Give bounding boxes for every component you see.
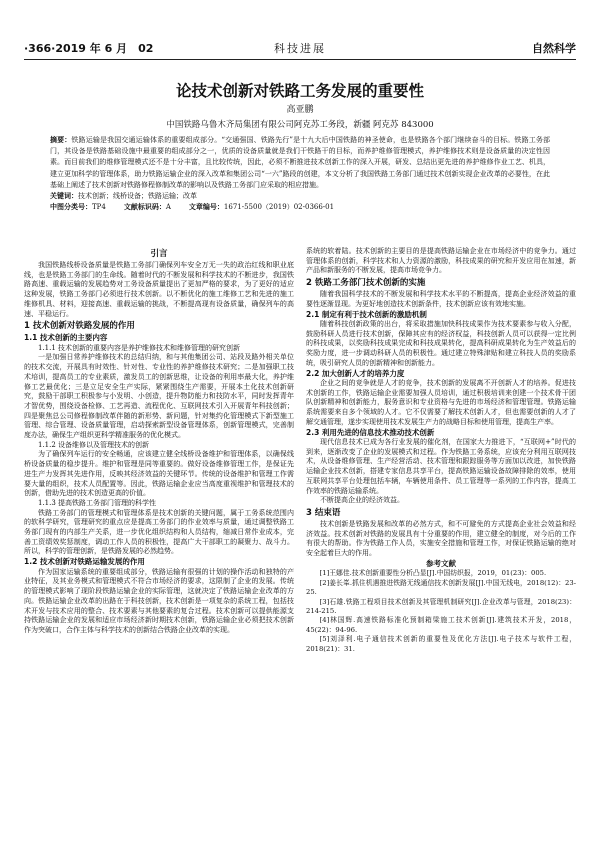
article-id [189,202,334,213]
document-code [124,202,171,213]
section-1-1-3-heading: 1.1.3 提高铁路工务部门管理的科学性 [38,498,157,507]
article-meta [50,202,550,213]
author: 高亚鹏 [286,105,314,115]
right-column [306,247,576,837]
section-1-1-1-paragraph: 一是加强日常养护维修技术的总结归纳，和与其他集团公司、站段及路外相关单位的技术交流，开展具有时效性、针对性、专业性的养护维修技术研究；二是加强职工技术培训，提高员工的专业素质，激发员工的创新思维，让设备的利用率最大化，养护维修工艺最优化；三是立足安全生产实际，紧紧围绕生产需要，开展本土化技术创新研究，鼓励干部职工积极参与小发明、小创造，提升物防能力和技防水平，同时发挥青年才智优势，围绕设备检修、工艺再造、流程优化、互联网技术引入开展青年科技创新；四是聚焦总公司修程修制改革伴随的新形势、新问题，针对集约化管理模式下新型施工管理、综合管理、设备质量管理，启动探索新型设备管理体系，创新管理模式，完善制度办法，确保生产组织更科学精准服务的优化模式。 [24,353,294,440]
section-1-1-heading: 1.1 技术创新的主要内容 [24,333,108,343]
keywords [50,191,550,202]
reference-item: [4]林国辉.高速铁路标准化预制箱梁施工技术创新[J].建筑技术开发，2018，45(22)：94-96. [306,616,576,634]
keywords-label: 关键词： [50,192,78,201]
section-2-2-paragraph: 企业之间的竞争就是人才的竞争，技术创新的发展离不开创新人才的培养。促进技术创新的工作，铁路运输企业需要加强人员培训，通过积极培训来创建一个技术骨干团队创新精神和创新能力，服务意识和专业资格与先进的市场经济和管理管理。铁路运输系统需要来自多个领域的人才。它不仅需要了解技术创新人才，但也需要创新的人才了解交通管理，遂步实现使用技术发展生产力的战略目标和使用管理，提高生产率。 [306,379,576,426]
reference-item: [1]王娜佳.技术创新重要性分析凸显[J].中国纺织报，2019，01(23)：005. [319,569,547,578]
intro-paragraph: 我国铁路线桥设备质量是铁路工务部门确保列车安全万无一失的政治红线和职业底线，也是铁路工务部门的生命线。随着时代的不断发展和科学技术的不断进步，我国铁路高速、重载运输的发展趋势对工务设备质量提出了更加严格的要求，为了更好的适应这种发展，铁路工务部门必须进行技术创新。以不断优化的施工维修工艺和先进的施工维修机具、材料，迎接高速、重载运输的挑战，不断提高现有设备质量，确保列车的高速、平稳运行。 [24,261,294,318]
abstract [50,135,550,191]
body-columns [24,247,576,837]
clc-label: 中图分类号： [50,203,92,212]
section-1-1-3-paragraph: 铁路工务部门的管理模式和管理体系是技术创新的关键问题，属于工务系统范围内的软科学研究，管理研究的重点应是提高工务部门的作业效率与质量，通过调整铁路工务部门现有的内部生产关系，进一步优化组织结构和人员结构，缩减日常作业成本，完善工资绩效奖惩制度，调动工作人员的积极性，提高广大干部职工的凝聚力、战斗力。所以，科学的管理创新，是铁路发展的必然趋势。 [24,508,294,556]
section-1-2-heading: 1.2 技术创新对铁路运输发展的作用 [24,557,145,567]
code-value: A [165,203,171,212]
id-label: 文章编号： [188,203,224,212]
clc-number [50,202,106,213]
code-label: 文献标识码： [123,203,166,212]
reference-item: [5]刘泽利.电子通信技术创新的重要性及优化方法[J].电子技术与软件工程，2018(21)：31. [306,635,576,653]
abstract-block [50,135,550,213]
reference-item: [3]石雄.铁路工程项目技术创新及其管理机制研究[J].企业改革与管理，2018(23)：214-215. [306,597,576,615]
category-label: 自然科学 [532,42,576,55]
affiliation: 中国铁路乌鲁木齐局集团有限公司阿克苏工务段，新疆 阿克苏 843000 [166,120,434,130]
reference-item: [2]姜长峯.抓住机遇推进铁路无线通信技术创新发展[J].中国无线电，2018(12)：23-25. [306,578,576,597]
section-1-1-1-heading: 1.1.1 技术创新的重要内容是养护维修技术和维修管理的研究创新 [38,343,241,352]
abstract-label: 摘要： [50,136,72,144]
intro-heading: 引言 [150,249,168,259]
section-1-2-paragraph: 作为国家运输系统的重要组成部分，铁路运输有很强的计划的操作活动和独特的产业特征，及其业务模式和管理模式不符合市场经济的要求，这限制了企业的发展。传统的管理模式影响了现阶段铁路运输企业的实际管理，这就决定了铁路运输企业改革的方向。铁路运输企业改革的出路在于科技创新，技术创新是一项复杂的系统工程，包括技术开发与技术应用的整合、技术要素与其他要素的复合过程。技术创新可以提供能源支持铁路运输企业的发展和适应市场经济新时期技术创新，铁路运输企业必须把技术创新作为突破口，合作主体与科学技术的创新结合铁路企业改革的实现。 [24,567,294,634]
left-column [24,247,294,837]
section-2-heading: 2 铁路工务部门技术创新的实施 [306,278,426,289]
article-title: 论技术创新对铁路工务发展的重要性 [175,82,424,100]
references-heading: 参考文献 [426,558,456,568]
section-2-1-paragraph: 随着科技创新政策的出台，将采取措施加快科技成果作为技术要素参与收入分配，鼓励科研人员进行技术创新，保障其应有的经济权益，科技创新人员可以获得一定比例的科技成果，以奖励科技成果完成和科技成果转化，提高科研成果转化为生产效益后的奖励力度，进一步调动科研人员的积极性。通过建立特殊津贴和建立科技人员的奖励系统，吸引研究人员的创新精神和创新能力。 [306,320,576,367]
section-3-heading: 3 结束语 [306,507,341,518]
section-1-1-2-paragraph: 为了确保列车运行的安全畅通，应该建立健全线桥设备维护和管理体系，以确保线桥设备质量的稳步提升。维护和管理是同等重要的。做好设备维修管理工作，是保证先进生产力发挥其先进作用，反映其经济效益的关键环节。传统的设备维护和管理工作需要大量的组织，技术人员配置等。因此，铁路运输企业应当高度重视维护和管理技术的创新，借助先进的技术创造更高的价值。 [24,450,294,498]
issue-info: ·366·2019 年 6 月 02 [24,42,154,55]
section-2-3-paragraph: 现代信息技术已成为各行业发展的催化剂，在国家大力推进下，“互联网+”时代的到来，逐渐改变了企业的发展模式和过程。作为铁路工务系统，应该充分利用互联网技术，从设备维修管理、生产经营活动、技术管理和跟踪服务等方面加以改进，加快铁路运输企业技术创新，搭建专家信息共享平台，提高铁路运输设备故障排除的效率，使用互联网共享平台处理包括车辆，车辆使用条件、员工管理等一系列的工作内容，提高工作效率的铁路运输系统。 [306,438,576,495]
header-rule [24,59,576,60]
conclusion-paragraph: 技术创新是铁路发展和改革的必然方式，和不可避免的方式提高企业社会效益和经济效益。技术创新对铁路的发展具有十分重要的作用，建立健全的制度，对今后的工作有很大的帮助。作为铁路工作人员，实施安全措施和管理工作，对保证铁路运输的绝对安全起着巨大的作用。 [306,519,576,558]
continued-paragraph: 系统的软着陆。技术创新的主要目的是提高铁路运输企业在市场经济中的竞争力。通过管理体系的创新，科学技术和人力资源的激励，科技成果的研究和开发应用在加速，新产品和新服务的不断发展，提高市场竞争力。 [306,247,576,275]
section-2-1-heading: 2.1 制定有利于技术创新的激励机制 [306,309,427,319]
running-header [24,40,576,58]
section-2-paragraph: 随着我国科学技术的不断发展和科学技术水平的不断提高，提高企业经济效益的重要性逐渐显现。为更好地创造技术创新条件，技术创新应该有效地实施。 [306,290,576,308]
abstract-text: 铁路运输是我国交通运输体系的重要组成部分。“交通强国、铁路先行”是十九大后中国铁路的神圣使命，也是铁路各个部门继续奋斗的目标。铁路工务部门，其设备是铁路基础设施中最重要的组成部分之一，优质的设备质量就是我们干铁路干的目标，而养护维修管理模式，养护维修技术则是设备质量的决定性因素。而目前我们的维修管理模式还不是十分丰富，且比较传统，因此，必须不断推进技术创新工作的深入开展，研发、总结出更先进的养护维修作业工艺、机具，建立更加科学的管理体系，助力铁路运输企业的深入改革和集团公司“一六”路段的创建，本文分析了我国铁路工务部门通过技术创新实现企业改革的必要性，在此基础上阐述了技术创新对铁路修程修制改革的影响以及铁路工务部门应采取的相应措施。 [50,136,550,189]
section-2-2-heading: 2.2 加大创新人才的培养力度 [306,368,405,378]
clc-value: TP4 [92,203,106,212]
section-1-1-2-heading: 1.1.2 设备维修以及管理技术的创新 [38,440,150,449]
journal-name: 科技进展 [274,42,326,55]
section-1-heading: 1 技术创新对铁路发展的作用 [24,321,135,332]
keywords-text: 技术创新；线桥设备；铁路运输；改革 [78,192,197,201]
id-value: 1671-5500（2019）02-0366-01 [223,203,335,212]
section-2-3-paragraph-end: 不断提高企业的经济效益。 [320,496,404,505]
section-2-3-heading: 2.3 利用先进的信息技术推动技术创新 [306,427,435,437]
